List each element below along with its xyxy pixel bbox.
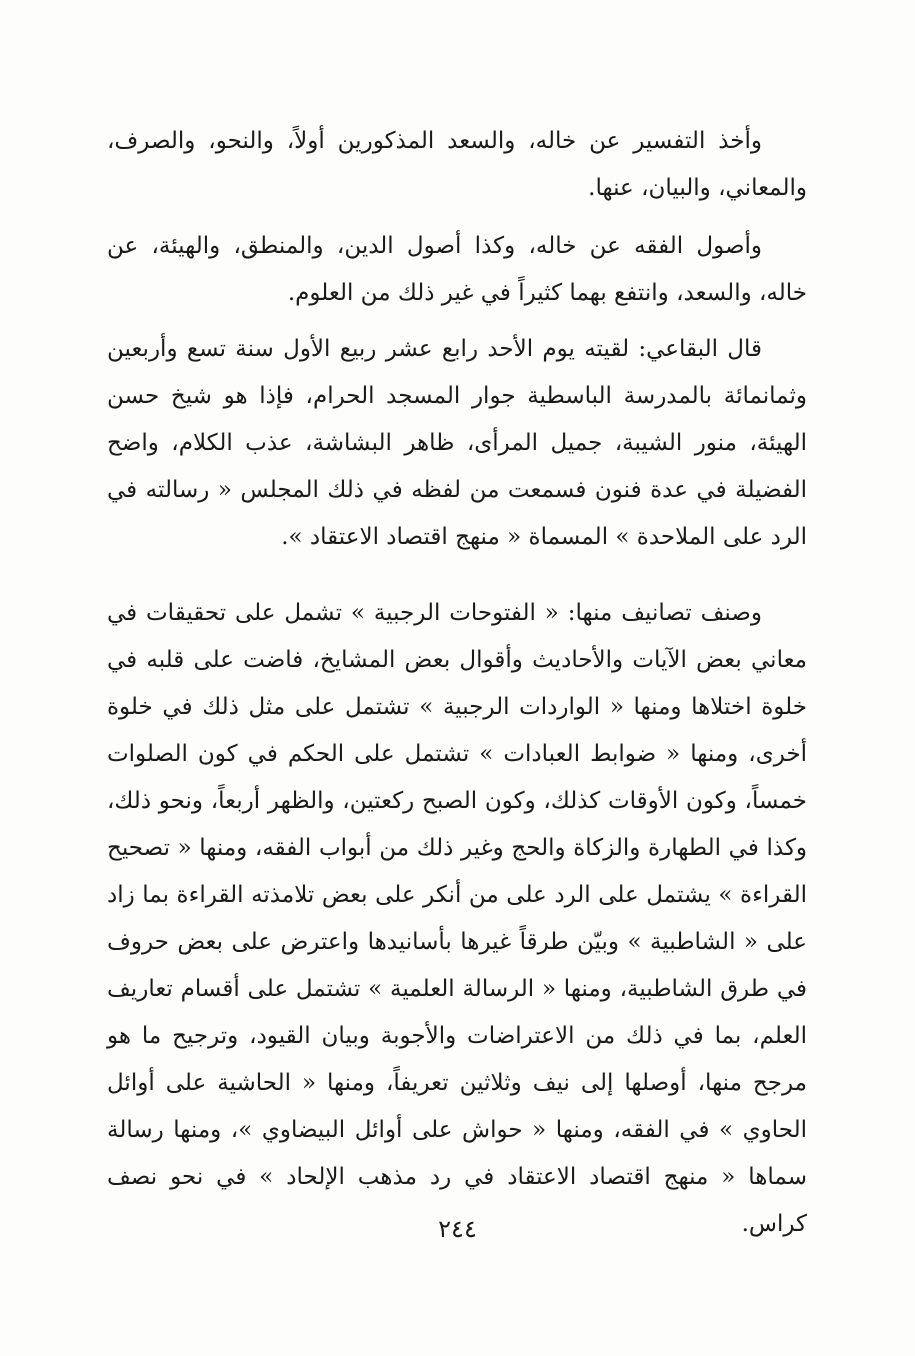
paragraph-3 bbox=[107, 326, 807, 561]
paragraph-text: وأخذ التفسير عن خاله، والسعد المذكورين أولاً، والنحو، والصرف، والمعاني، والبيان، عنها. bbox=[107, 128, 807, 201]
paragraph-2 bbox=[107, 223, 807, 317]
page-number: ٢٤٤ bbox=[438, 1215, 477, 1243]
paragraph-text: وأصول الفقه عن خاله، وكذا أصول الدين، والمنطق، والهيئة، عن خاله، والسعد، وانتفع بهما كثيراً في غير ذلك من العلوم. bbox=[107, 233, 807, 306]
paragraph-text: قال البقاعي: لقيته يوم الأحد رابع عشر ربيع الأول سنة تسع وأربعين وثمانمائة بالمدرسة الباسطية جوار المسجد الحرام، فإذا هو شيخ حسن الهيئة، منور الشيبة، جميل المرأى، ظاهر البشاشة، عذب الكلام، واضح الفضيلة في عدة فنون فسمعت من لفظه في ذلك المجلس « رسالته في الرد على الملاحدة » المسماة « منهج اقتصاد الاعتقاد ». bbox=[107, 336, 807, 550]
paragraph-text: وصنف تصانيف منها: « الفتوحات الرجبية » تشمل على تحقيقات في معاني بعض الآيات والأحاديث وأقوال بعض المشايخ، فاضت على قلبه في خلوة اختلاها ومنها « الواردات الرجبية » تشتمل على مثل ذلك في خلوة أخرى، ومنها « ضوابط العبادات » تشتمل على الحكم في كون الصلوات خمساً، وكون الأوقات كذلك، وكون الصبح ركعتين، والظهر أربعاً، ونحو ذلك، وكذا في الطهارة والزكاة والحج وغير ذلك من أبواب الفقه، ومنها « تصحيح القراءة » يشتمل على الرد على من أنكر على بعض تلامذته القراءة بما زاد على « الشاطبية » وبيّن طرقاً غيرها بأسانيدها واعترض على بعض حروف في طرق الشاطبية، ومنها « الرسالة العلمية » تشتمل على أقسام تعاريف العلم، بما في ذلك من الاعتراضات والأجوبة وبيان القيود، وترجيح ما هو مرجح منها، أوصلها إلى نيف وثلاثين تعريفاً، ومنها « الحاشية على أوائل الحاوي » في الفقه، ومنها « حواش على أوائل البيضاوي »، ومنها رسالة سماها « منهج اقتصاد الاعتقاد في رد مذهب الإلحاد » في نحو نصف كراس. bbox=[107, 600, 808, 1237]
paragraph-1 bbox=[107, 118, 807, 212]
paragraph-4 bbox=[107, 590, 807, 1248]
